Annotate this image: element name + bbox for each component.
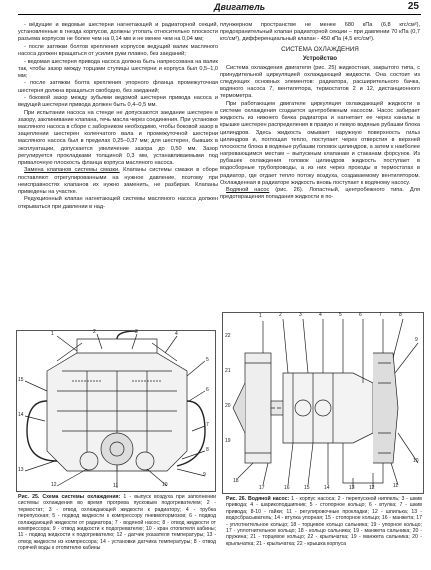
figure-26-caption: [226, 496, 422, 547]
callout-label: 10: [413, 458, 419, 464]
paragraph: [18, 167, 218, 196]
callout-label: 13: [349, 485, 355, 491]
callout-label: 13: [18, 467, 24, 473]
callout-label: 4: [319, 312, 322, 318]
paragraph: Редукционный клапан нагнетающей системы масляного насоса должен открываться при давлении в над-: [18, 196, 218, 210]
subsection-title: Устройство: [302, 55, 338, 62]
paragraph: [220, 187, 420, 201]
paragraph: плунжерном пространстве не менее 680 кПа (6,8 кгс/см²), предохранительный клапан радиаторной секции – при давлении 70 кПа (0,7 кгс/см²), дифференциальный клапан - 450 кПа (4,5 кгс/см²).: [220, 22, 420, 43]
callout-label: 15: [304, 485, 310, 491]
callout-label: 1: [51, 331, 54, 337]
paragraph-text: (рис. 26). Лопастный, центробежного типа. Для предотвращения попадания жидкости в по-: [220, 187, 421, 201]
callout-label: 15: [18, 377, 24, 383]
chapter-title: Двигатель: [214, 2, 266, 12]
paragraph: - после затяжки болтов крепления корпусов ведущий валик масляного насоса должен вращаться от усилия руки плавно, без заеданий;: [18, 43, 218, 58]
engine-cooling-drawing: [17, 331, 215, 491]
caption-text: 1 - выпуск воздуха при заполнении системы охлаждения во время прогрева пусковым подогревателем; 2 - термостат; 3 - отвод охлаждающей жидкости к радиатору; 4 - трубка перепускная; 5 - подвод жидкости к компрессору пневмотормозов; 6 - подвод охлаждающей жидкости от радиатора; 7 - водяной насос; 8 - отвод жидкости от компрессора; 9 - отвод жидкости к подогревателю; 10 - кран отопителя кабины; 11 - подвод жидкости к подогревателю; 12 - датчик указателя температуры; 13 - отвод жидкости из компрессора; 14 - установки датчика температуры; 8 - отвод горячей воды к отопителю кабины: [18, 494, 216, 552]
callout-label: 5: [339, 312, 342, 318]
caption-text: 1 - корпус насоса; 2 - перепускной ниппель; 3 - шкив привода; 4 - шарикоподшипник; 5 - стопорное кольцо; 6 - втулка; 7 - шкив привода; 8-10 - гайки; 11 - регулировочные прокладки; 12 - шпилька; 13 - водосбрасыватель; 14 - втулка упорная; 15 - стопорное кольцо; 16 - манжета; 17 - уплотнительное кольцо; 18 - торцевое кольцо сальника; 19 - упорное кольцо; 17 - уплотнительное кольцо; 18 - кольцо сальника; 19 - манжета сальника; 20 - пружина; 21 - торцевое кольцо; 22 - крыльчатка; 19 - манжета сальника; 20 - крыльчатка; 21 - крыльчатка; 22 - крышка корпуса: [226, 496, 422, 547]
caption-title: Рис. 26. Водяной насос:: [226, 496, 290, 502]
callout-label: 9: [203, 472, 206, 478]
header-rule: [18, 14, 421, 15]
paragraph: При испытании насоса на стенде не допускаются заедание шестерен в зазору, заклинивание клапана, течь масла через соединения. При установке масляного насоса в сборе с заборником необходимо, чтобы боковой зазор в зацеплении шестерен коленчатого вала и промежуточной шестерни масляного насоса был в пределах 0,25–0,37 мм; для шестерен, бывших в эксплуатации, допускается увеличение зазора до 0,50 мм. Зазор регулируется прокладками толщиной 0,3 мм, устанавливаемыми под привалочную плоскость фланца корпуса масляного насоса.: [18, 109, 219, 166]
figure-25-caption: [18, 494, 216, 552]
callout-label: 22: [225, 333, 231, 339]
callout-label: 7: [206, 422, 209, 428]
right-column: [220, 22, 420, 202]
paragraph-text: Клапаны системы смазки в сборе поставляют отрегулированными на нужное давление, поэтому при неисправностях клапанов их нужно заменить, не разбирая. Клапаны приведены на участке.: [18, 167, 218, 195]
paragraph: - ведомая шестерня привода насоса должна быть напрессована на валик так, чтобы зазор между торцами ступицы шестерни и корпуса был 0,5–1,0 мм;: [18, 58, 218, 79]
callout-label: 21: [225, 368, 231, 374]
callout-label: 2: [279, 312, 282, 318]
callout-label: 12: [369, 485, 375, 491]
section-title: СИСТЕМА ОХЛАЖДЕНИЯ: [281, 46, 359, 54]
callout-label: 14: [18, 412, 24, 418]
callout-label: 10: [162, 482, 168, 488]
callout-label: 20: [225, 403, 231, 409]
callout-label: 11: [113, 483, 119, 489]
callout-label: 12: [51, 482, 57, 488]
callout-label: 3: [135, 329, 138, 335]
paragraph: - после затяжки болта крепления упорного фланца промежуточная шестерня должна вращаться свободно, без заеданий;: [18, 80, 218, 94]
callout-label: 7: [379, 312, 382, 318]
underlined-heading: Водяной насос: [226, 187, 270, 194]
page-header: [0, 0, 431, 18]
callout-label: 17: [259, 485, 265, 491]
callout-label: 1: [259, 313, 262, 319]
water-pump-drawing: [223, 313, 423, 493]
paragraph: - боковой зазор между зубьями ведомой шестерни привода насоса и ведущей шестерни привода должен быть 0,4–0,5 мм.: [18, 95, 218, 109]
callout-label: 6: [206, 387, 209, 393]
figure-25-cooling-system: [16, 330, 216, 492]
callout-label: 18: [233, 478, 239, 484]
callout-label: 3: [299, 312, 302, 318]
left-column: [18, 22, 218, 211]
callout-label: 16: [284, 485, 290, 491]
callout-label: 9: [415, 337, 418, 343]
callout-label: 2: [93, 329, 96, 335]
underlined-heading: Замена клапанов системы смазки.: [24, 167, 120, 174]
paragraph: Система охлаждения двигателя (рис. 25) жидкостная, закрытого типа, с принудительной циркуляцией охлаждающей жидкости. Она состоит из следующих основных элементов: радиатора, расширительного бачка, водяного насоса 7, вентилятора, термостатов 2 и 12, дистанционного термометра.: [220, 64, 420, 100]
callout-label: 8: [206, 447, 209, 453]
callout-label: 5: [206, 357, 209, 363]
callout-label: 11: [393, 483, 399, 489]
callout-label: 8: [399, 312, 402, 318]
figure-26-water-pump: [222, 312, 424, 494]
callout-label: 4: [175, 331, 178, 337]
caption-title: Рис. 25. Схема системы охлаждения:: [18, 494, 121, 500]
callout-label: 14: [324, 485, 330, 491]
paragraph: - вёдущие и ведомые шестерни нагнетающей и радиаторной секций, установленные в гнезда корпусов, должны утопать относительно плоскости разъема корпусов не более чем на 0,14 мм и не менее чем на 0,04 мм;: [18, 22, 218, 43]
paragraph: При работающем двигателе циркуляция охлаждающей жидкости в системе охлаждения создается центробежным насосом. Насос забирает жидкость из нижнего бачка радиатора и нагнетает ее через каналы в крышке шестерен распределения в правую и левую водяные рубашки блока цилиндров. Здесь жидкость омывает наружную поверхность гильз цилиндров и, поглощая тепло, поступает через отверстия в верхней плоскости блока в водяные рубашки головок цилиндров, а затем к наиболее нагревающимся местам – выпускным клапанам и стаканам форсунок. Из рубашек охлаждения головок цилиндров жидкость поступает в водосборные трубопроводы, а из них через проходы в термостатах в радиатор, где отдает тепло потоку воздуха, создаваемому вентилятором. Охлажденная в радиаторе жидкость вновь поступает к водяному насосу.: [220, 100, 420, 186]
callout-label: 6: [359, 312, 362, 318]
page-number: 25: [407, 1, 419, 12]
callout-label: 19: [225, 438, 231, 444]
